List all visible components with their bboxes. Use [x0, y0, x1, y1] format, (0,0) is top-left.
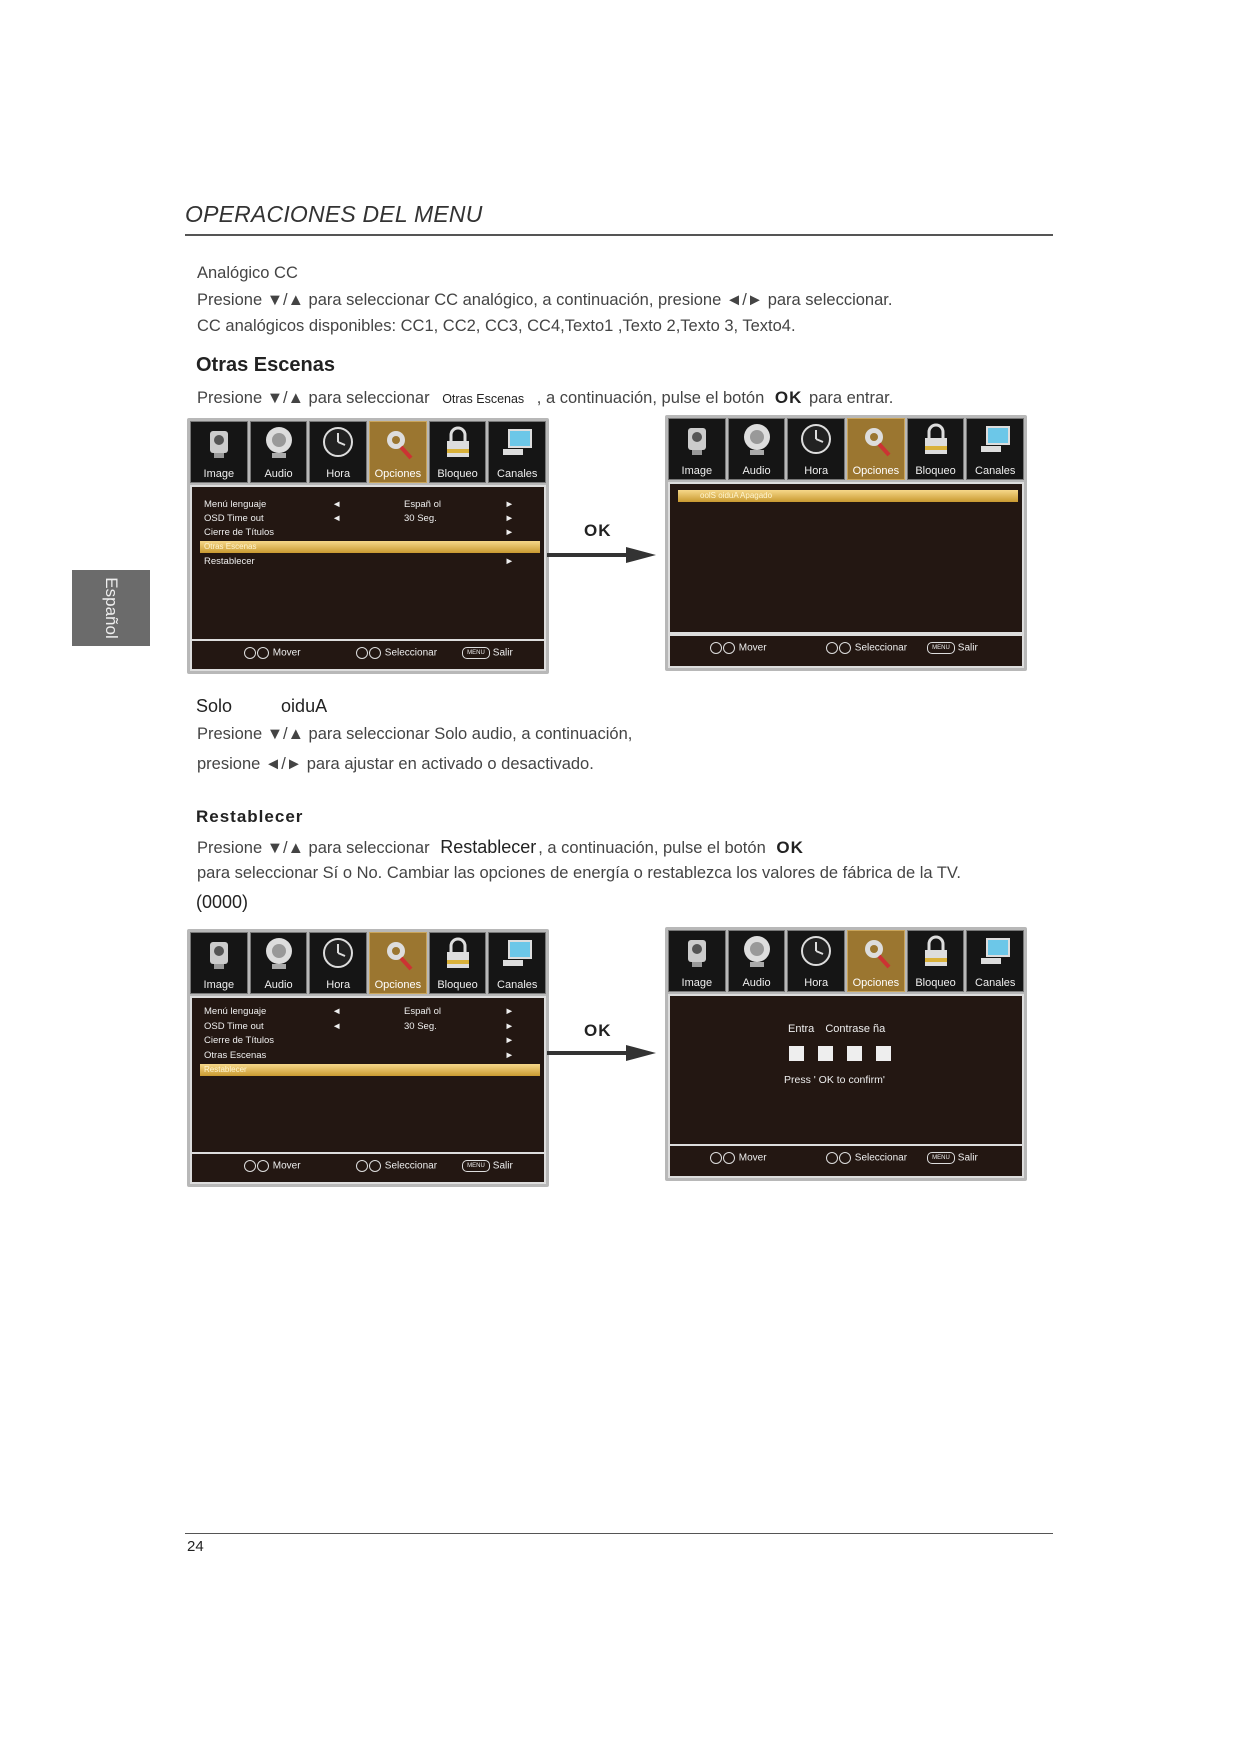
right-arrow-icon: ► — [504, 1006, 514, 1017]
left-right-icon — [369, 647, 381, 659]
restablecer-pre: Presione ▼/▲ para seleccionar — [197, 839, 430, 857]
password-digit-box[interactable] — [818, 1046, 833, 1061]
menu-row-value: Españ ol — [404, 1006, 441, 1017]
left-arrow-icon: ◄ — [332, 1021, 342, 1032]
side-language-tab — [72, 570, 150, 646]
password-digit-box[interactable] — [876, 1046, 891, 1061]
monitor-icon — [978, 422, 1012, 458]
menu-row-lenguaje[interactable] — [204, 499, 514, 512]
arrow-line — [547, 1051, 627, 1055]
menu-row-otras-escenas[interactable] — [204, 1050, 514, 1063]
gear-wrench-icon — [859, 422, 893, 458]
tab-label: Hora — [326, 468, 351, 480]
solo-heading-b: oiduA — [281, 696, 328, 716]
tab-label: Image — [681, 465, 713, 477]
restablecer-post: , a continuación, pulse el botón — [538, 839, 766, 857]
right-arrow-icon: ► — [504, 527, 514, 538]
tab-label: Opciones — [374, 468, 422, 480]
tab-label: Canales — [975, 977, 1016, 989]
tab-label: Bloqueo — [915, 465, 956, 477]
tv-footer — [668, 634, 1024, 668]
menu-row-restablecer[interactable] — [204, 556, 514, 569]
menu-row-key: Otras Escenas — [204, 1050, 267, 1061]
menu-row-restablecer-selected[interactable] — [200, 1064, 540, 1076]
tab-label: Canales — [975, 465, 1016, 477]
tab-opciones[interactable] — [369, 421, 427, 483]
footer-move: Mover — [272, 1160, 301, 1172]
gear-wrench-icon — [381, 936, 415, 972]
right-arrow-icon: ► — [504, 1021, 514, 1032]
tab-label: Audio — [264, 979, 293, 991]
cc-line2: CC analógicos disponibles: CC1, CC2, CC3, CC4,Texto1 ,Texto 2,Texto 3, Texto4. — [197, 317, 796, 335]
tab-image[interactable] — [668, 418, 726, 480]
right-arrow-icon: ► — [504, 513, 514, 524]
monitor-icon — [500, 425, 534, 461]
right-arrow-icon: ► — [504, 499, 514, 510]
tab-label: Opciones — [852, 977, 900, 989]
left-right-icon — [826, 642, 838, 654]
tv-password-body — [668, 994, 1024, 1146]
tv-footer — [668, 1144, 1024, 1178]
tv-footer — [190, 1152, 546, 1184]
restablecer-target: Restablecer — [440, 837, 537, 857]
arrow-ok-label: OK — [584, 1021, 612, 1040]
speaker-icon — [262, 425, 296, 461]
submenu-item: oolS oiduA Apagado — [700, 491, 773, 500]
menu-button-icon: MENU — [927, 642, 955, 654]
solo-heading-a: Solo — [196, 696, 233, 716]
right-arrow-icon: ► — [504, 1035, 514, 1046]
up-down-icon — [244, 1160, 256, 1172]
footer-select: Seleccionar — [854, 642, 908, 654]
clock-icon — [321, 425, 355, 461]
menu-button-icon: MENU — [927, 1152, 955, 1164]
menu-row-value: 30 Seg. — [404, 1021, 437, 1032]
tab-hora[interactable] — [787, 418, 845, 480]
otras-heading: Otras Escenas — [196, 354, 335, 376]
tab-label: Image — [203, 979, 235, 991]
tab-canales[interactable] — [966, 930, 1024, 992]
menu-row-key: Cierre de Títulos — [204, 1035, 275, 1046]
password-label-b: Contrase ña — [825, 1023, 886, 1035]
lock-icon — [441, 425, 475, 461]
tab-label: Bloqueo — [915, 977, 956, 989]
tv-menu-body — [190, 485, 546, 643]
side-language-label: Español — [102, 577, 121, 639]
restablecer-heading: Restablecer — [196, 807, 304, 826]
up-down-icon — [710, 1152, 722, 1164]
monitor-icon — [500, 936, 534, 972]
solo-line2: presione ◄/► para ajustar en activado o desactivado. — [197, 755, 594, 773]
menu-button-icon: MENU — [462, 1160, 490, 1172]
up-down-icon — [710, 642, 722, 654]
footer-move: Mover — [272, 647, 301, 659]
tab-bloqueo[interactable] — [429, 421, 487, 483]
restablecer-ok: OK — [776, 838, 804, 857]
submenu-solo-audio-selected[interactable] — [678, 490, 1018, 502]
arrow-right-icon — [626, 547, 656, 563]
password-digit-box[interactable] — [789, 1046, 804, 1061]
right-arrow-icon: ► — [504, 556, 514, 567]
header-rule — [185, 234, 1053, 236]
tv-menu-body — [190, 996, 546, 1154]
gear-wrench-icon — [381, 425, 415, 461]
page-title: OPERACIONES DEL MENU — [185, 201, 483, 227]
tab-hora[interactable] — [787, 930, 845, 992]
clock-icon — [321, 936, 355, 972]
up-down-icon — [244, 647, 256, 659]
left-right-icon — [839, 1152, 851, 1164]
tab-audio[interactable] — [250, 421, 308, 483]
restablecer-code: (0000) — [196, 892, 249, 912]
tab-label: Opciones — [374, 979, 422, 991]
right-arrow-icon: ► — [504, 1050, 514, 1061]
speaker-icon — [740, 422, 774, 458]
lock-icon — [441, 936, 475, 972]
left-right-icon — [356, 1160, 368, 1172]
footer-exit: Salir — [957, 642, 978, 654]
menu-row-value: Españ ol — [404, 499, 441, 510]
tab-hora[interactable] — [309, 932, 367, 994]
menu-row-key: Restablecer — [204, 556, 255, 567]
tab-label: Hora — [804, 465, 829, 477]
password-digit-box[interactable] — [847, 1046, 862, 1061]
tab-label: Canales — [497, 979, 538, 991]
restablecer-line2: para seleccionar Sí o No. Cambiar las opciones de energía o restablezca los valores de fábrica de la TV. — [197, 864, 962, 882]
footer-exit: Salir — [492, 647, 513, 659]
tab-label: Image — [681, 977, 713, 989]
tab-bloqueo[interactable] — [907, 930, 965, 992]
arrow-right-icon — [626, 1045, 656, 1061]
tv-screen-menu-1 — [187, 418, 549, 674]
footer-rule — [185, 1533, 1053, 1534]
otras-instruction — [197, 388, 893, 408]
otras-pre: Presione ▼/▲ para seleccionar — [197, 389, 430, 407]
up-down-icon — [257, 647, 269, 659]
monitor-icon — [978, 934, 1012, 970]
tab-opciones[interactable] — [369, 932, 427, 994]
otras-tail: para entrar. — [808, 389, 894, 407]
tv-tab-bar — [190, 932, 546, 994]
menu-row-key: OSD Time out — [204, 513, 264, 524]
otras-target: Otras Escenas — [442, 392, 525, 406]
clock-icon — [799, 934, 833, 970]
tab-canales[interactable] — [488, 932, 546, 994]
tab-canales[interactable] — [488, 421, 546, 483]
menu-row-osd[interactable] — [204, 513, 514, 526]
solo-heading — [196, 696, 327, 717]
password-label — [788, 1023, 885, 1035]
menu-button-icon: MENU — [462, 647, 490, 659]
tv-tab-bar — [668, 418, 1024, 480]
gear-wrench-icon — [859, 934, 893, 970]
tab-hora[interactable] — [309, 421, 367, 483]
lock-icon — [919, 934, 953, 970]
menu-row-key: Menú lenguaje — [204, 499, 267, 510]
tv-tab-bar — [668, 930, 1024, 992]
speaker-icon — [740, 934, 774, 970]
clock-icon — [799, 422, 833, 458]
otras-ok: OK — [774, 388, 803, 407]
tab-label: Audio — [742, 465, 771, 477]
tab-label: Bloqueo — [437, 468, 478, 480]
tab-label: Opciones — [852, 465, 900, 477]
left-right-icon — [369, 1160, 381, 1172]
footer-select: Seleccionar — [384, 1160, 438, 1172]
tab-label: Audio — [742, 977, 771, 989]
cc-line1: Presione ▼/▲ para seleccionar CC analógico, a continuación, presione ◄/► para seleccionar. — [197, 291, 893, 309]
password-confirm-hint: Press ' OK to confirm' — [784, 1074, 885, 1086]
tab-audio[interactable] — [728, 930, 786, 992]
tab-image[interactable] — [190, 932, 248, 994]
menu-row-otras-escenas-selected[interactable] — [200, 541, 540, 553]
tab-label: Audio — [264, 468, 293, 480]
tab-opciones[interactable] — [847, 418, 905, 480]
menu-row-lenguaje[interactable] — [204, 1006, 514, 1019]
menu-row-osd[interactable] — [204, 1021, 514, 1034]
tab-image[interactable] — [668, 930, 726, 992]
left-right-icon — [826, 1152, 838, 1164]
menu-row-key: Otras Escenas — [204, 542, 257, 551]
camera-icon — [680, 422, 714, 458]
tab-image[interactable] — [190, 421, 248, 483]
footer-move: Mover — [738, 1152, 767, 1164]
restablecer-instruction — [197, 837, 804, 858]
tv-screen-menu-2 — [187, 929, 549, 1187]
tab-bloqueo[interactable] — [907, 418, 965, 480]
tv-submenu-body — [668, 482, 1024, 634]
footer-select: Seleccionar — [384, 647, 438, 659]
tab-bloqueo[interactable] — [429, 932, 487, 994]
left-arrow-icon: ◄ — [332, 499, 342, 510]
tab-label: Canales — [497, 468, 538, 480]
lock-icon — [919, 422, 953, 458]
tab-audio[interactable] — [728, 418, 786, 480]
menu-row-cierre[interactable] — [204, 527, 514, 540]
footer-move: Mover — [738, 642, 767, 654]
arrow-line — [547, 553, 627, 557]
tab-label: Hora — [804, 977, 829, 989]
up-down-icon — [723, 642, 735, 654]
left-right-icon — [356, 647, 368, 659]
cc-heading: Analógico CC — [197, 264, 298, 282]
page-number: 24 — [187, 1538, 204, 1555]
arrow-ok-label: OK — [584, 521, 612, 540]
password-boxes[interactable] — [782, 1046, 898, 1066]
solo-line1: Presione ▼/▲ para seleccionar Solo audio, a continuación, — [197, 725, 633, 743]
tv-footer — [190, 639, 546, 671]
speaker-icon — [262, 936, 296, 972]
menu-row-key: OSD Time out — [204, 1021, 264, 1032]
left-arrow-icon: ◄ — [332, 1006, 342, 1017]
password-label-a: Entra — [788, 1023, 815, 1035]
tab-label: Hora — [326, 979, 351, 991]
menu-row-key: Restablecer — [204, 1065, 247, 1074]
tv-tab-bar — [190, 421, 546, 483]
otras-post: , a continuación, pulse el botón — [536, 389, 765, 407]
menu-row-key: Cierre de Títulos — [204, 527, 275, 538]
menu-row-key: Menú lenguaje — [204, 1006, 267, 1017]
tab-label: Bloqueo — [437, 979, 478, 991]
tab-audio[interactable] — [250, 932, 308, 994]
up-down-icon — [257, 1160, 269, 1172]
tv-screen-submenu — [665, 415, 1027, 671]
camera-icon — [202, 425, 236, 461]
footer-select: Seleccionar — [854, 1152, 908, 1164]
up-down-icon — [723, 1152, 735, 1164]
left-arrow-icon: ◄ — [332, 513, 342, 524]
menu-row-value: 30 Seg. — [404, 513, 437, 524]
tab-opciones[interactable] — [847, 930, 905, 992]
tab-canales[interactable] — [966, 418, 1024, 480]
menu-row-cierre[interactable] — [204, 1035, 514, 1048]
tab-label: Image — [203, 468, 235, 480]
tv-screen-password — [665, 927, 1027, 1181]
footer-exit: Salir — [957, 1152, 978, 1164]
camera-icon — [202, 936, 236, 972]
left-right-icon — [839, 642, 851, 654]
camera-icon — [680, 934, 714, 970]
footer-exit: Salir — [492, 1160, 513, 1172]
